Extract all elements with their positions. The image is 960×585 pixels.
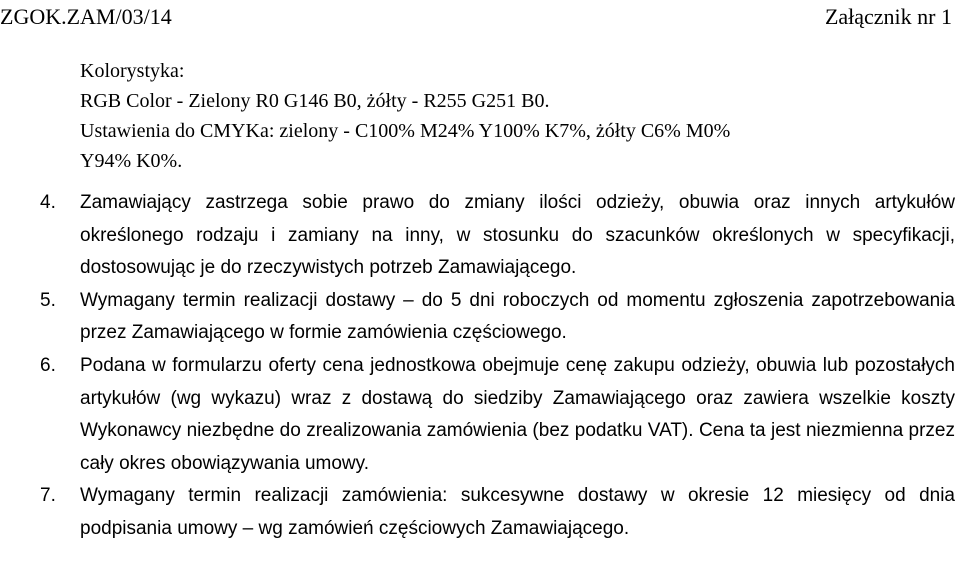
- list-item-number: 4.: [40, 192, 56, 213]
- list-item-text: Zamawiający zastrzega sobie prawo do zmiany ilości odzieży, obuwia oraz innych artykułów określonego rodzaju i zamiany na inny, w stosunku do szacunków określonych w specyfikacji, dostosowując je do rzeczywistych potrzeb Zamawiającego.: [80, 192, 955, 279]
- list-item-text: Podana w formularzu oferty cena jednostkowa obejmuje cenę zakupu odzieży, obuwia lub pozostałych artykułów (wg wykazu) wraz z dostawą do siedziby Zamawiającego oraz zawiera wszelkie koszty Wykonawcy niezbędne do zrealizowania zamówienia (bez podatku VAT). Cena ta jest niezmienna przez cały okres obowiązywania umowy.: [80, 354, 955, 474]
- list-item-text: Wymagany termin realizacji zamówienia: sukcesywne dostawy w okresie 12 miesięcy od dnia podpisania umowy – wg zamówień częściowych Zamawiającego.: [80, 485, 955, 539]
- cmyk-settings-continued: Y94% K0%.: [80, 150, 183, 172]
- color-scheme-heading: Kolorystyka:: [80, 60, 185, 82]
- cmyk-settings-line: Ustawienia do CMYKa: zielony - C100% M24% Y100% K7%, żółty C6% M0%: [80, 120, 731, 142]
- list-item: [40, 187, 955, 285]
- list-item: [40, 285, 955, 350]
- conditions-list: [40, 187, 955, 546]
- color-scheme-section: [80, 56, 950, 176]
- list-item-number: 6.: [40, 354, 56, 376]
- list-item-number: 7.: [40, 485, 56, 507]
- list-item-number: 5.: [40, 289, 56, 311]
- attachment-label: Załącznik nr 1: [824, 4, 952, 29]
- rgb-color-line: RGB Color - Zielony R0 G146 B0, żółty - R255 G251 B0.: [80, 90, 550, 112]
- list-item: [40, 480, 955, 545]
- list-item: [40, 350, 955, 480]
- page-header: [0, 2, 952, 32]
- list-item-text: Wymagany termin realizacji dostawy – do 5 dni roboczych od momentu zgłoszenia zapotrzebowania przez Zamawiającego w formie zamówienia częściowego.: [80, 289, 955, 344]
- document-reference: ZGOK.ZAM/03/14: [0, 4, 172, 29]
